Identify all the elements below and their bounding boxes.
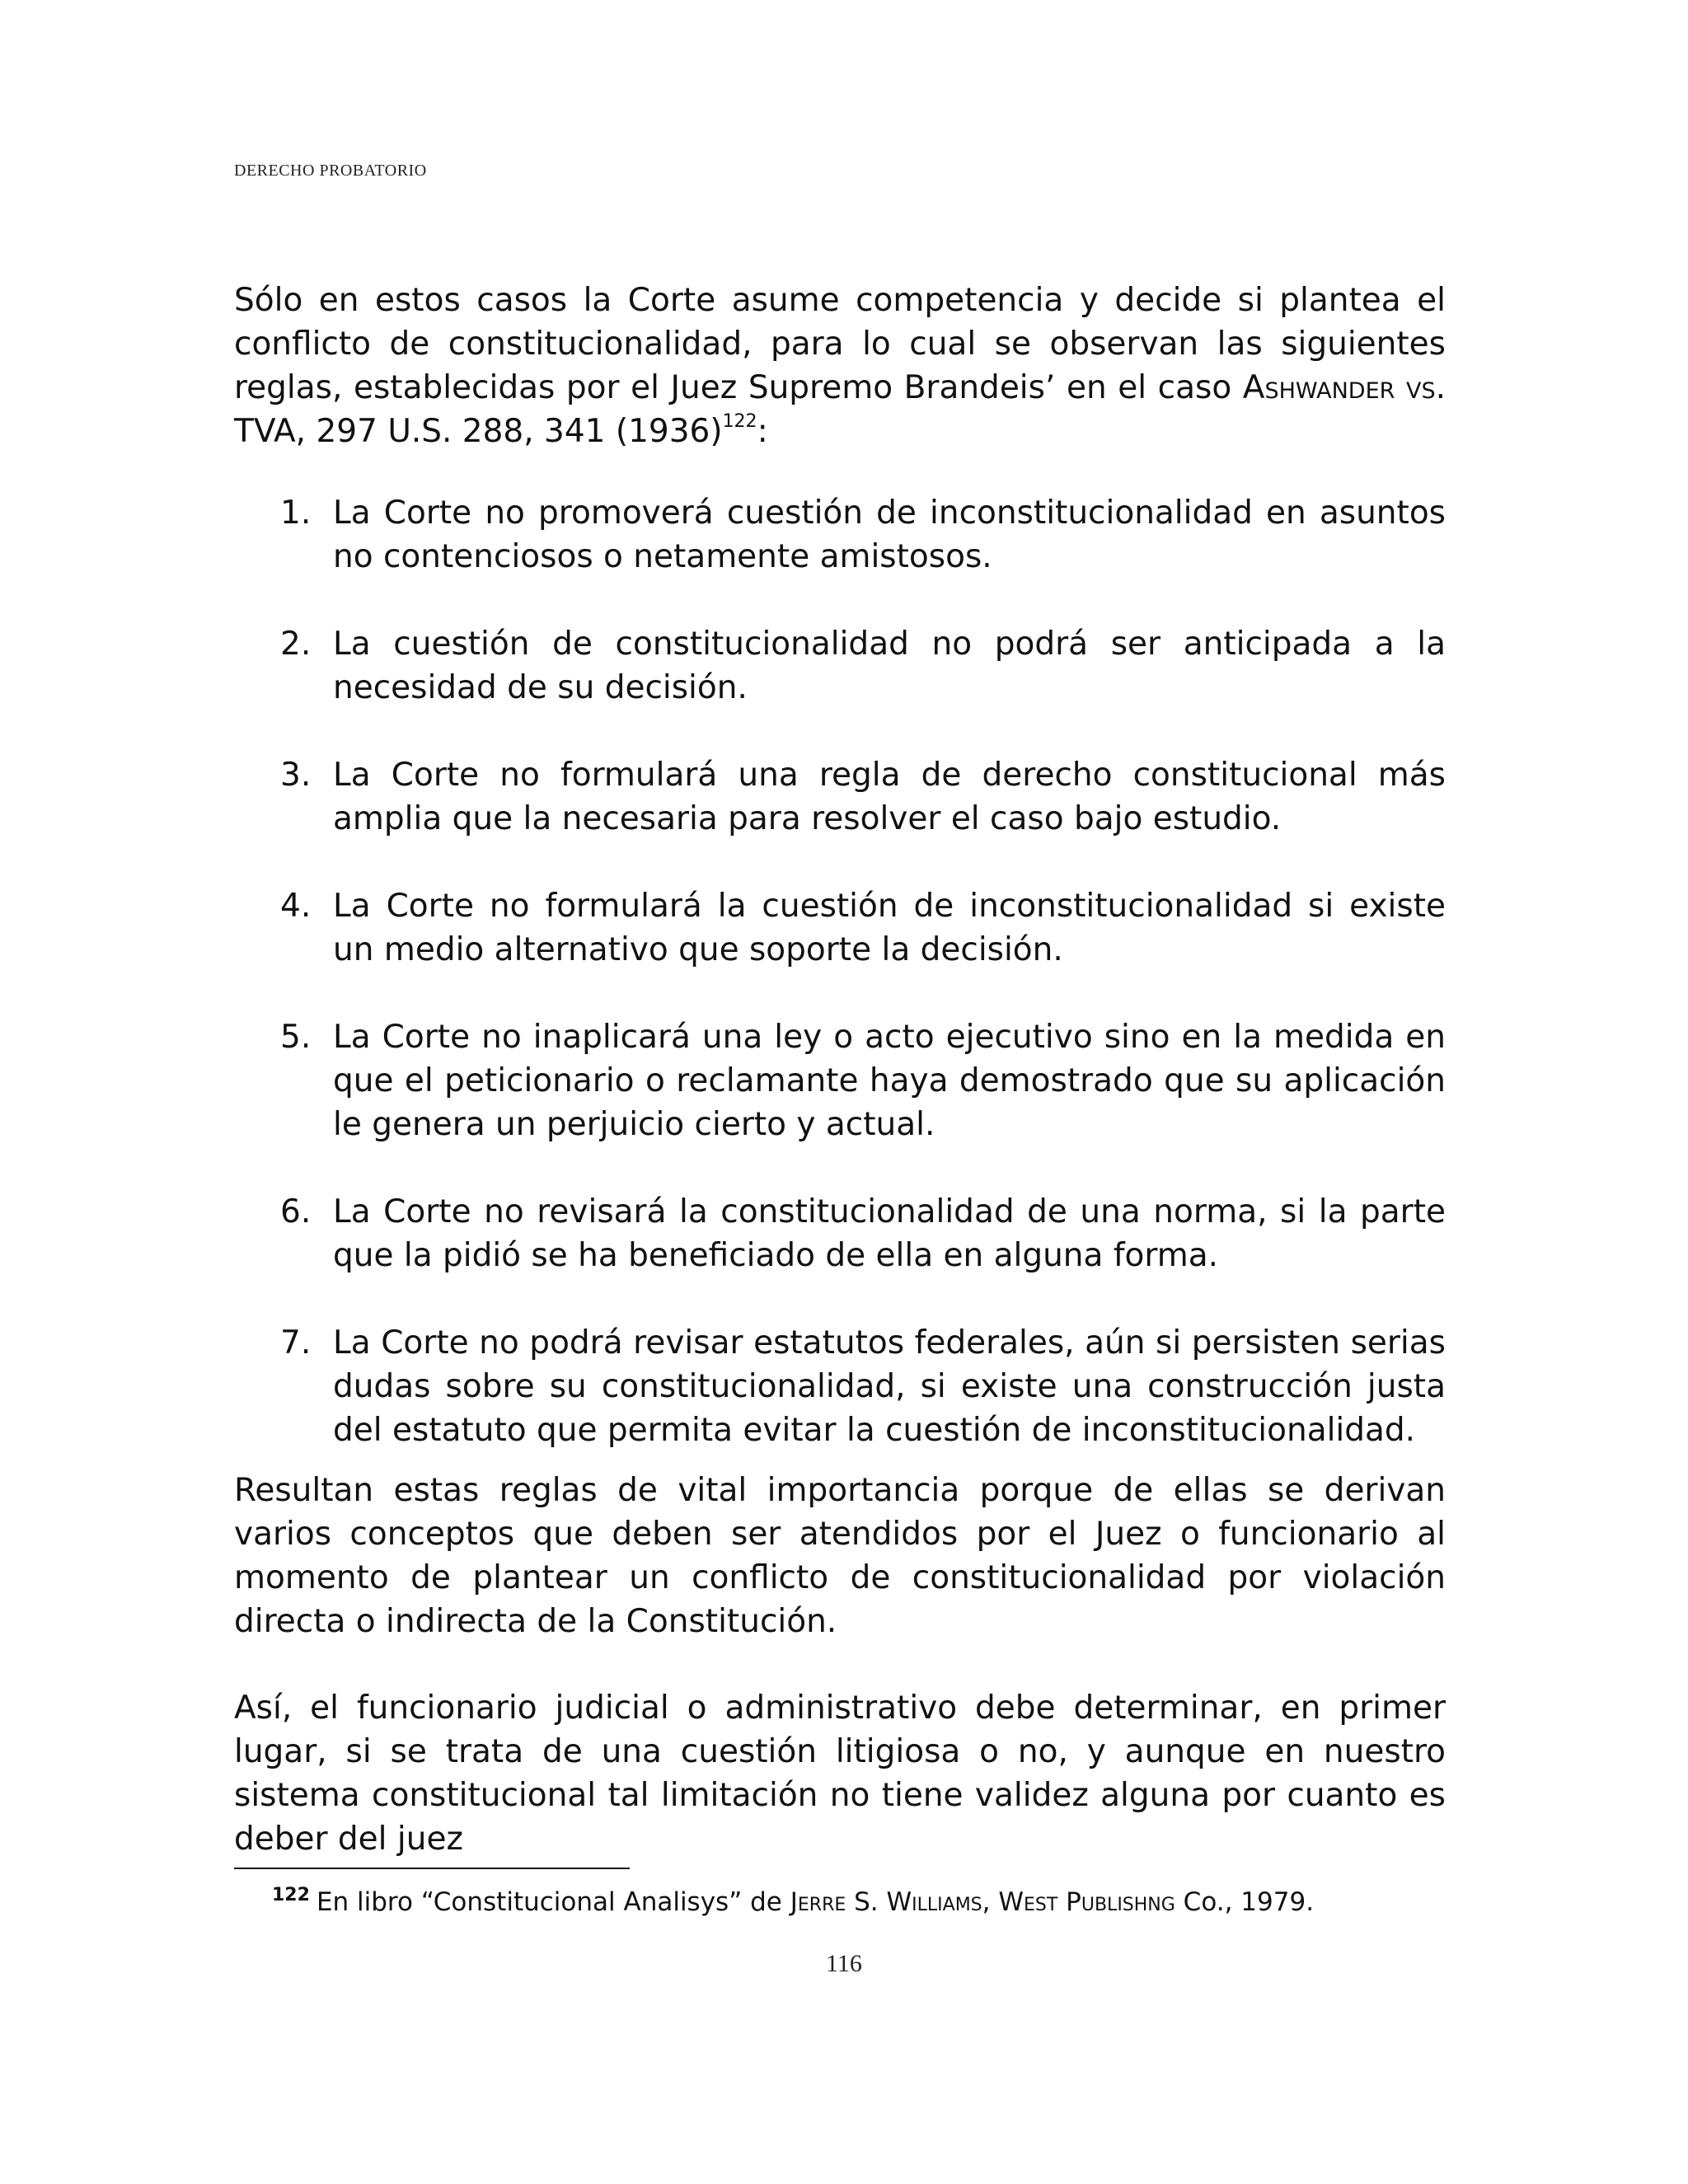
list-item-text: La Corte no formulará una regla de derecho constitucional más amplia que la necesaria para resolver el caso bajo estudio. (333, 757, 1446, 837)
intro-text-1: Sólo en estos casos la Corte asume competencia y decide si plantea el conflicto de constitucionalidad, para lo cual se observan las siguientes reglas, establecidas por el Juez Supremo Brandeis’ en el caso (234, 282, 1446, 406)
list-item (280, 753, 1446, 841)
list-item-number: 3. (280, 757, 312, 794)
list-item-number: 7. (280, 1324, 312, 1361)
list-item-number: 6. (280, 1193, 312, 1230)
running-header: DERECHO PROBATORIO (234, 162, 427, 180)
list-item (280, 1321, 1446, 1452)
list-item (280, 884, 1446, 972)
footnote (272, 1884, 1442, 1920)
rules-list (280, 491, 1446, 1496)
list-item-text: La Corte no promoverá cuestión de inconstitucionalidad en asuntos no contenciosos o netamente amistosos. (333, 494, 1446, 575)
paragraph-conceptos: Resultan estas reglas de vital importancia porque de ellas se derivan varios conceptos que deben ser atendidos por el Juez o funcionario al momento de plantear un conflicto de constitucionalidad por violación directa o indirecta de la Constitución. (234, 1472, 1446, 1640)
paragraph-funcionario: Así, el funcionario judicial o administrativo debe determinar, en primer lugar, si se trata de una cuestión litigiosa o no, y aunque en nuestro sistema constitucional tal limitación no tiene validez alguna por cuanto es deber del juez (234, 1690, 1446, 1858)
case-name: Ashwander vs. (1242, 369, 1446, 406)
list-item-text: La Corte no formulará la cuestión de inconstitucionalidad si existe un medio alternativo que soporte la decisión. (333, 888, 1446, 968)
footnote-author-surname: Williams (886, 1887, 982, 1917)
footnote-text-1: En libro “Constitucional Analisys” de (316, 1887, 790, 1917)
list-item-number: 2. (280, 626, 312, 663)
list-item (280, 1190, 1446, 1277)
footnote-author: Jerre (790, 1887, 846, 1917)
footnote-text-2: S. (846, 1887, 887, 1917)
list-item (280, 1015, 1446, 1146)
intro-paragraph (234, 279, 1446, 453)
list-item-number: 4. (280, 888, 312, 925)
list-item-text: La Corte no inaplicará una ley o acto ejecutivo sino en la medida en que el peticionario o reclamante haya demostrado que su aplicación le genera un perjuicio cierto y actual. (333, 1019, 1446, 1143)
list-item (280, 491, 1446, 579)
footnote-divider (234, 1868, 630, 1869)
footnote-text-3: , (982, 1887, 999, 1917)
footnote-mark: 122 (272, 1885, 310, 1905)
footnote-reference[interactable]: 122 (722, 411, 757, 432)
footnote-text-4: Co., 1979. (1175, 1887, 1315, 1917)
list-item (280, 622, 1446, 710)
page-number: 116 (826, 1950, 862, 1977)
list-item-text: La cuestión de constitucionalidad no podrá ser anticipada a la necesidad de su decisión. (333, 626, 1446, 706)
intro-text-2: TVA, 297 U.S. 288, 341 (1936) (234, 413, 723, 450)
intro-text-3: : (757, 413, 768, 450)
list-item-number: 1. (280, 494, 312, 532)
footnote-publisher: West Publishng (998, 1887, 1175, 1917)
list-item-text: La Corte no revisará la constitucionalidad de una norma, si la parte que la pidió se ha beneficiado de ella en alguna forma. (333, 1193, 1446, 1274)
list-item-number: 5. (280, 1019, 312, 1056)
list-item-text: La Corte no podrá revisar estatutos federales, aún si persisten serias dudas sobre su constitucionalidad, si existe una construcción justa del estatuto que permita evitar la cuestión de inconstitucionalidad. (333, 1324, 1446, 1449)
